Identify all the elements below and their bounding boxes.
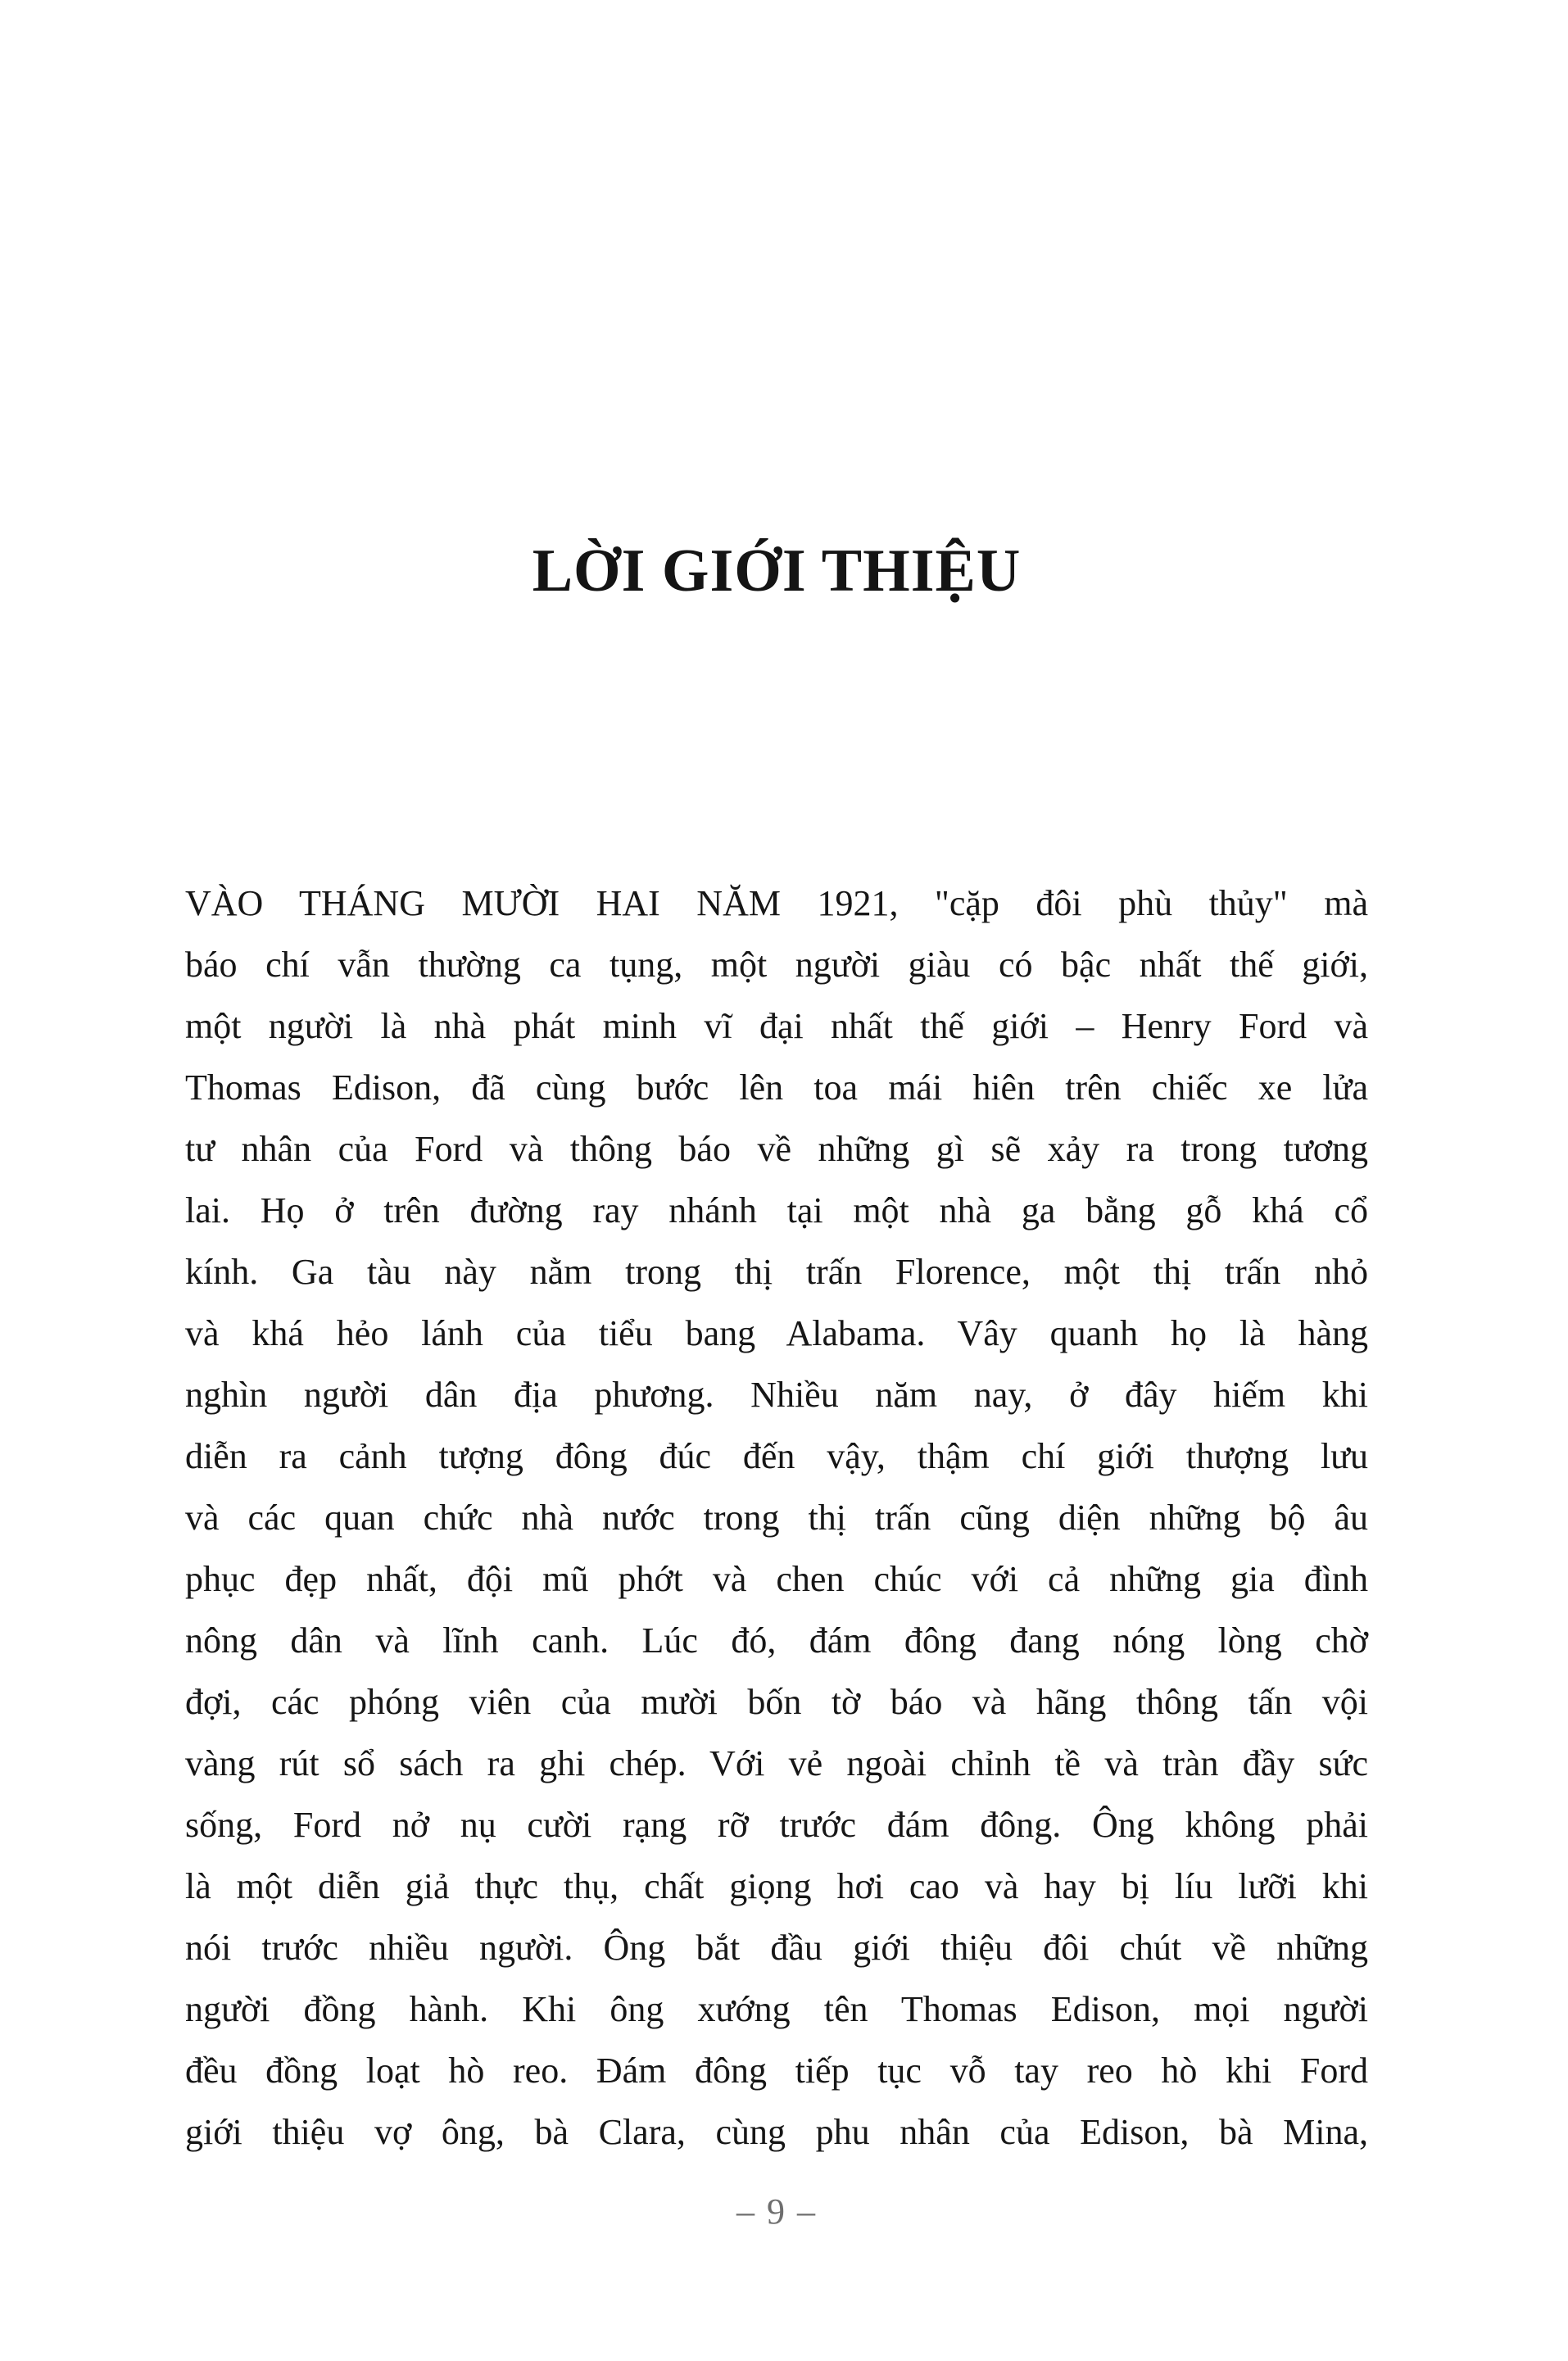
body-text-line: và khá hẻo lánh của tiểu bang Alabama. Vây quanh họ là hàng [185, 1313, 1368, 1353]
body-text-line: và các quan chức nhà nước trong thị trấn cũng diện những bộ âu [185, 1498, 1368, 1538]
body-text-line: nông dân và lĩnh canh. Lúc đó, đám đông đang nóng lòng chờ [185, 1620, 1368, 1661]
body-text-line: nghìn người dân địa phương. Nhiều năm nay, ở đây hiếm khi [185, 1375, 1368, 1415]
body-text-line: báo chí vẫn thường ca tụng, một người giàu có bậc nhất thế giới, [185, 945, 1368, 985]
body-text-line: diễn ra cảnh tượng đông đúc đến vậy, thậm chí giới thượng lưu [185, 1436, 1368, 1476]
chapter-title: LỜI GIỚI THIỆU [532, 537, 1022, 605]
body-text-line: lai. Họ ở trên đường ray nhánh tại một nhà ga bằng gỗ khá cổ [185, 1190, 1368, 1230]
body-text-line: giới thiệu vợ ông, bà Clara, cùng phu nhân của Edison, bà Mina, [185, 2112, 1368, 2152]
body-text-line: Thomas Edison, đã cùng bước lên toa mái hiên trên chiếc xe lửa [185, 1067, 1368, 1108]
body-text-line: nói trước nhiều người. Ông bắt đầu giới thiệu đôi chút về những [185, 1928, 1368, 1968]
body-text-line: đều đồng loạt hò reo. Đám đông tiếp tục vỗ tay reo hò khi Ford [185, 2051, 1368, 2091]
body-text-line: là một diễn giả thực thụ, chất giọng hơi cao và hay bị líu lưỡi khi [185, 1866, 1368, 1906]
body-text-line: kính. Ga tàu này nằm trong thị trấn Florence, một thị trấn nhỏ [185, 1252, 1368, 1292]
body-paragraph [185, 872, 1368, 2163]
body-text-line: phục đẹp nhất, đội mũ phớt và chen chúc với cả những gia đình [185, 1559, 1368, 1599]
body-text-line: VÀO THÁNG MƯỜI HAI NĂM 1921, "cặp đôi phù thủy" mà [185, 883, 1368, 923]
body-text-line: đợi, các phóng viên của mười bốn tờ báo và hãng thông tấn vội [185, 1682, 1368, 1722]
body-text-line: một người là nhà phát minh vĩ đại nhất thế giới – Henry Ford và [185, 1006, 1368, 1046]
body-text-line: sống, Ford nở nụ cười rạng rỡ trước đám đông. Ông không phải [185, 1805, 1368, 1845]
body-text-line: vàng rút sổ sách ra ghi chép. Với vẻ ngoài chỉnh tề và tràn đầy sức [185, 1743, 1368, 1783]
body-text-line: tư nhân của Ford và thông báo về những gì sẽ xảy ra trong tương [185, 1129, 1368, 1169]
page-number: – 9 – [736, 2191, 817, 2232]
body-text-line: người đồng hành. Khi ông xướng tên Thomas Edison, mọi người [185, 1989, 1368, 2029]
